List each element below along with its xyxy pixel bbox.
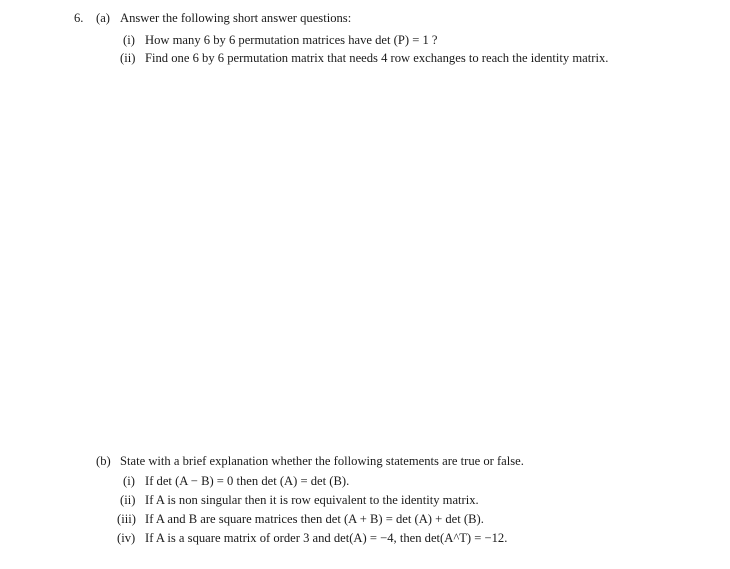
- part-b-item-4-text: If A is a square matrix of order 3 and det(A) = −4, then det(A^T) = −12.: [145, 531, 508, 545]
- part-b-item-4-number: (iv): [117, 531, 136, 545]
- part-a-item-2-number: (ii): [120, 51, 136, 65]
- part-b-prompt: State with a brief explanation whether the following statements are true or false.: [120, 454, 524, 468]
- part-a-item-1: [123, 33, 135, 48]
- part-b-item-1-text: If det (A − B) = 0 then det (A) = det (B).: [145, 474, 350, 488]
- part-a-item-2-text: Find one 6 by 6 permutation matrix that needs 4 row exchanges to reach the identity matrix.: [145, 51, 609, 65]
- part-a-item-2: [120, 51, 135, 66]
- part-a-label: (a): [96, 11, 110, 25]
- part-b-item-3-text: If A and B are square matrices then det (A + B) = det (A) + det (B).: [145, 512, 484, 526]
- part-b-item-3-number: (iii): [117, 512, 136, 526]
- part-a-item-1-number: (i): [123, 33, 135, 47]
- part-b-item-2-number: (ii): [120, 493, 136, 507]
- part-b-label: (b): [96, 454, 111, 468]
- part-b-item-1-number: (i): [123, 474, 135, 488]
- question-number: 6.: [74, 11, 84, 25]
- part-b-item-2-text: If A is non singular then it is row equivalent to the identity matrix.: [145, 493, 479, 507]
- part-a-prompt: Answer the following short answer questions:: [120, 11, 352, 25]
- part-a-item-1-text: How many 6 by 6 permutation matrices have det (P) = 1 ?: [145, 33, 438, 47]
